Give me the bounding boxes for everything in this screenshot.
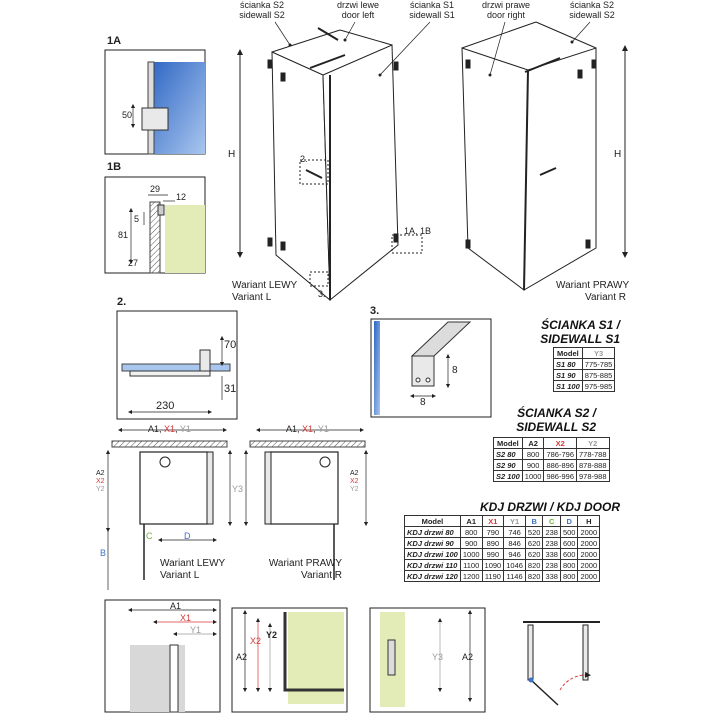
marker-2: 2. <box>300 154 308 164</box>
variant-text: Variant L <box>232 292 272 303</box>
table-cell: 886-896 <box>544 460 577 471</box>
table-cell: 338 <box>543 571 561 582</box>
dim-h-left: H <box>228 149 236 160</box>
table-cell: KDJ drzwi 110 <box>405 560 461 571</box>
bottom-dim-a1: A1 <box>170 601 182 611</box>
table-row <box>494 471 610 482</box>
bottom-detail-4 <box>523 622 600 705</box>
table-s1 <box>553 347 615 392</box>
table-cell: 238 <box>543 560 561 571</box>
dim-x1: X1 <box>164 424 176 434</box>
dim-27: 27 <box>128 258 139 268</box>
table-cell: S1 80 <box>554 359 583 370</box>
table-cell: 790 <box>482 527 504 538</box>
bottom-dim-x2: X2 <box>250 636 262 646</box>
callout-text: sidewall S2 <box>239 10 285 20</box>
table-cell: 878-888 <box>577 460 610 471</box>
dim-8-horizontal: 8 <box>420 397 426 408</box>
table-cell: 338 <box>543 549 561 560</box>
variant-text: Variant R <box>585 292 626 303</box>
callout-text: door right <box>486 10 526 20</box>
variant-text: Variant R <box>301 570 342 581</box>
table-title-text: SIDEWALL S1 <box>540 332 620 346</box>
table-header: Model <box>494 438 523 449</box>
variant-text: Wariant LEWY <box>232 280 298 291</box>
table-s1-title <box>520 318 620 346</box>
table-title-text: SIDEWALL S2 <box>516 420 596 434</box>
table-row <box>405 571 600 582</box>
marker-3: 3. <box>318 289 326 299</box>
table-cell: 600 <box>560 549 578 560</box>
table-cell: 1090 <box>482 560 504 571</box>
table-cell: 778-788 <box>577 449 610 460</box>
table-s2-title <box>500 406 596 434</box>
variant-text: Wariant PRAWY <box>556 280 630 291</box>
table-cell: KDJ drzwi 100 <box>405 549 461 560</box>
table-cell: 820 <box>525 571 543 582</box>
table-cell: 990 <box>482 549 504 560</box>
table-cell: S2 80 <box>494 449 523 460</box>
enclosure-left-variant <box>240 28 422 300</box>
dim-a2: A2 <box>96 470 105 477</box>
plan-left-dim-y3: Y3 <box>232 484 244 494</box>
table-cell: 800 <box>460 527 482 538</box>
table-header: Model <box>554 348 583 359</box>
callout-text: sidewall S2 <box>569 10 615 20</box>
table-header-row <box>494 438 610 449</box>
table-cell: 1200 <box>460 571 482 582</box>
table-cell: 1000 <box>460 549 482 560</box>
table-header: D <box>560 516 578 527</box>
bottom-detail-2 <box>232 608 347 712</box>
detail-2 <box>117 311 237 419</box>
table-row <box>554 370 615 381</box>
table-header: Y2 <box>577 438 610 449</box>
table-header: Y1 <box>504 516 526 527</box>
table-cell: 746 <box>504 527 526 538</box>
table-cell: KDJ drzwi 120 <box>405 571 461 582</box>
dim-70: 70 <box>224 339 237 351</box>
table-cell: 238 <box>543 538 561 549</box>
dim-5: 5 <box>134 214 140 224</box>
dim-50: 50 <box>122 110 133 120</box>
bottom-dim-y1: Y1 <box>190 625 202 635</box>
table-cell: 846 <box>504 538 526 549</box>
detail-label-2: 2. <box>117 296 127 308</box>
callout-text: drzwi prawe <box>481 0 530 10</box>
table-row <box>554 381 615 392</box>
dim-8-vertical: 8 <box>452 365 458 376</box>
detail-label-1a: 1A <box>107 35 122 47</box>
table-cell: 1146 <box>504 571 526 582</box>
dim-a1: A1 <box>148 424 160 434</box>
plan-right-dim-a2-x2-y2 <box>350 470 360 494</box>
dim-h-right: H <box>614 149 622 160</box>
plan-right-dim-a1-x1-y1: A1, X1, Y1 <box>286 424 329 434</box>
table-header-row <box>554 348 615 359</box>
table-cell: 775-785 <box>582 359 615 370</box>
dim-y2: Y2 <box>350 486 359 493</box>
table-door-title: KDJ DRZWI / KDJ DOOR <box>479 500 620 514</box>
table-cell: 620 <box>525 538 543 549</box>
table-title-text: ŚCIANKA S1 / <box>541 318 620 332</box>
table-header: A1 <box>460 516 482 527</box>
table-cell: 900 <box>522 460 544 471</box>
callout-text: door left <box>341 10 375 20</box>
table-row <box>554 359 615 370</box>
bottom-dim-y2: Y2 <box>266 630 278 640</box>
dim-x1: X1 <box>302 424 314 434</box>
dim-29: 29 <box>150 184 161 194</box>
dim-x2: X2 <box>350 478 359 485</box>
bottom-detail-1 <box>105 600 220 712</box>
table-cell: 875-885 <box>582 370 615 381</box>
table-cell: 900 <box>460 538 482 549</box>
table-cell: 500 <box>560 527 578 538</box>
callout-sidewall-s2-right <box>560 0 624 20</box>
callout-text: ścianka S2 <box>569 0 615 10</box>
bottom-dim-a2: A2 <box>236 652 248 662</box>
table-cell: S2 90 <box>494 460 523 471</box>
marker-1a-1b: 1A, 1B <box>404 226 432 236</box>
table-cell: 520 <box>525 527 543 538</box>
table-cell: 786-796 <box>544 449 577 460</box>
dim-12: 12 <box>176 192 187 202</box>
table-cell: KDJ drzwi 90 <box>405 538 461 549</box>
callout-text: drzwi lewe <box>336 0 379 10</box>
variant-text: Variant L <box>160 570 200 581</box>
table-cell: 2000 <box>578 560 600 571</box>
detail-label-3: 3. <box>370 305 380 317</box>
table-header: Model <box>405 516 461 527</box>
table-cell: S1 100 <box>554 381 583 392</box>
table-cell: 2000 <box>578 571 600 582</box>
table-cell: 1046 <box>504 560 526 571</box>
detail-3 <box>371 319 491 417</box>
table-cell: S2 100 <box>494 471 523 482</box>
callout-text: ścianka S2 <box>239 0 285 10</box>
variant-right-main <box>556 280 630 304</box>
table-cell: 2000 <box>578 538 600 549</box>
callout-text: sidewall S1 <box>409 10 455 20</box>
bottom-dim-y3: Y3 <box>432 652 444 662</box>
plan-left-dim-a1-x1-y1: A1, X1, Y1 <box>148 424 191 434</box>
table-header: X2 <box>544 438 577 449</box>
table-cell: 975-985 <box>582 381 615 392</box>
table-row <box>405 549 600 560</box>
table-row <box>405 538 600 549</box>
callout-sidewall-s1 <box>400 0 464 20</box>
table-header-row <box>405 516 600 527</box>
detail-1a <box>105 50 205 154</box>
callout-door-right <box>474 0 538 20</box>
table-row <box>405 527 600 538</box>
enclosure-right-variant <box>462 22 630 291</box>
table-row <box>405 560 600 571</box>
table-s2 <box>493 437 610 482</box>
table-cell: KDJ drzwi 80 <box>405 527 461 538</box>
variant-text: Wariant LEWY <box>160 558 226 569</box>
table-cell: 1100 <box>460 560 482 571</box>
table-cell: 600 <box>560 538 578 549</box>
detail-label-1b: 1B <box>107 161 122 173</box>
table-row <box>494 460 610 471</box>
table-header: Y3 <box>582 348 615 359</box>
table-title-text: ŚCIANKA S2 / <box>517 406 596 420</box>
table-cell: 238 <box>543 527 561 538</box>
variant-left-plan <box>160 558 225 582</box>
dim-81: 81 <box>118 230 129 240</box>
dim-y1: Y1 <box>317 424 329 434</box>
table-cell: 946 <box>504 549 526 560</box>
table-cell: 986-996 <box>544 471 577 482</box>
table-header: C <box>543 516 561 527</box>
dim-x2: X2 <box>96 478 105 485</box>
table-cell: 2000 <box>578 527 600 538</box>
table-cell: 820 <box>525 560 543 571</box>
table-cell: 1190 <box>482 571 504 582</box>
plan-dim-c: C <box>146 531 153 541</box>
table-cell: 978-988 <box>577 471 610 482</box>
table-cell: 620 <box>525 549 543 560</box>
variant-right-plan <box>266 558 342 582</box>
table-cell: 800 <box>560 560 578 571</box>
table-header: X1 <box>482 516 504 527</box>
variant-left-main <box>232 280 297 304</box>
table-header: H <box>578 516 600 527</box>
dim-a2: A2 <box>350 470 359 477</box>
bottom-dim-x1: X1 <box>180 613 192 623</box>
table-cell: 1000 <box>522 471 544 482</box>
table-cell: 890 <box>482 538 504 549</box>
table-header: B <box>525 516 543 527</box>
plan-dim-d: D <box>184 531 191 541</box>
callout-sidewall-s2-left <box>230 0 294 20</box>
dim-31: 31 <box>224 383 237 395</box>
dim-a1: A1 <box>286 424 298 434</box>
table-door <box>404 515 600 582</box>
bottom-dim-a2-right: A2 <box>462 652 474 662</box>
table-cell: S1 90 <box>554 370 583 381</box>
dim-y1: Y1 <box>179 424 191 434</box>
dim-y2: Y2 <box>96 486 105 493</box>
table-cell: 800 <box>522 449 544 460</box>
table-cell: 2000 <box>578 549 600 560</box>
dim-230: 230 <box>156 400 175 412</box>
table-row <box>494 449 610 460</box>
callout-door-left <box>328 0 388 20</box>
variant-text: Wariant PRAWY <box>268 558 342 569</box>
table-cell: 800 <box>560 571 578 582</box>
callout-text: ścianka S1 <box>409 0 455 10</box>
plan-dim-b: B <box>100 548 107 558</box>
table-header: A2 <box>522 438 544 449</box>
plan-left-dim-a2-x2-y2 <box>96 470 106 494</box>
